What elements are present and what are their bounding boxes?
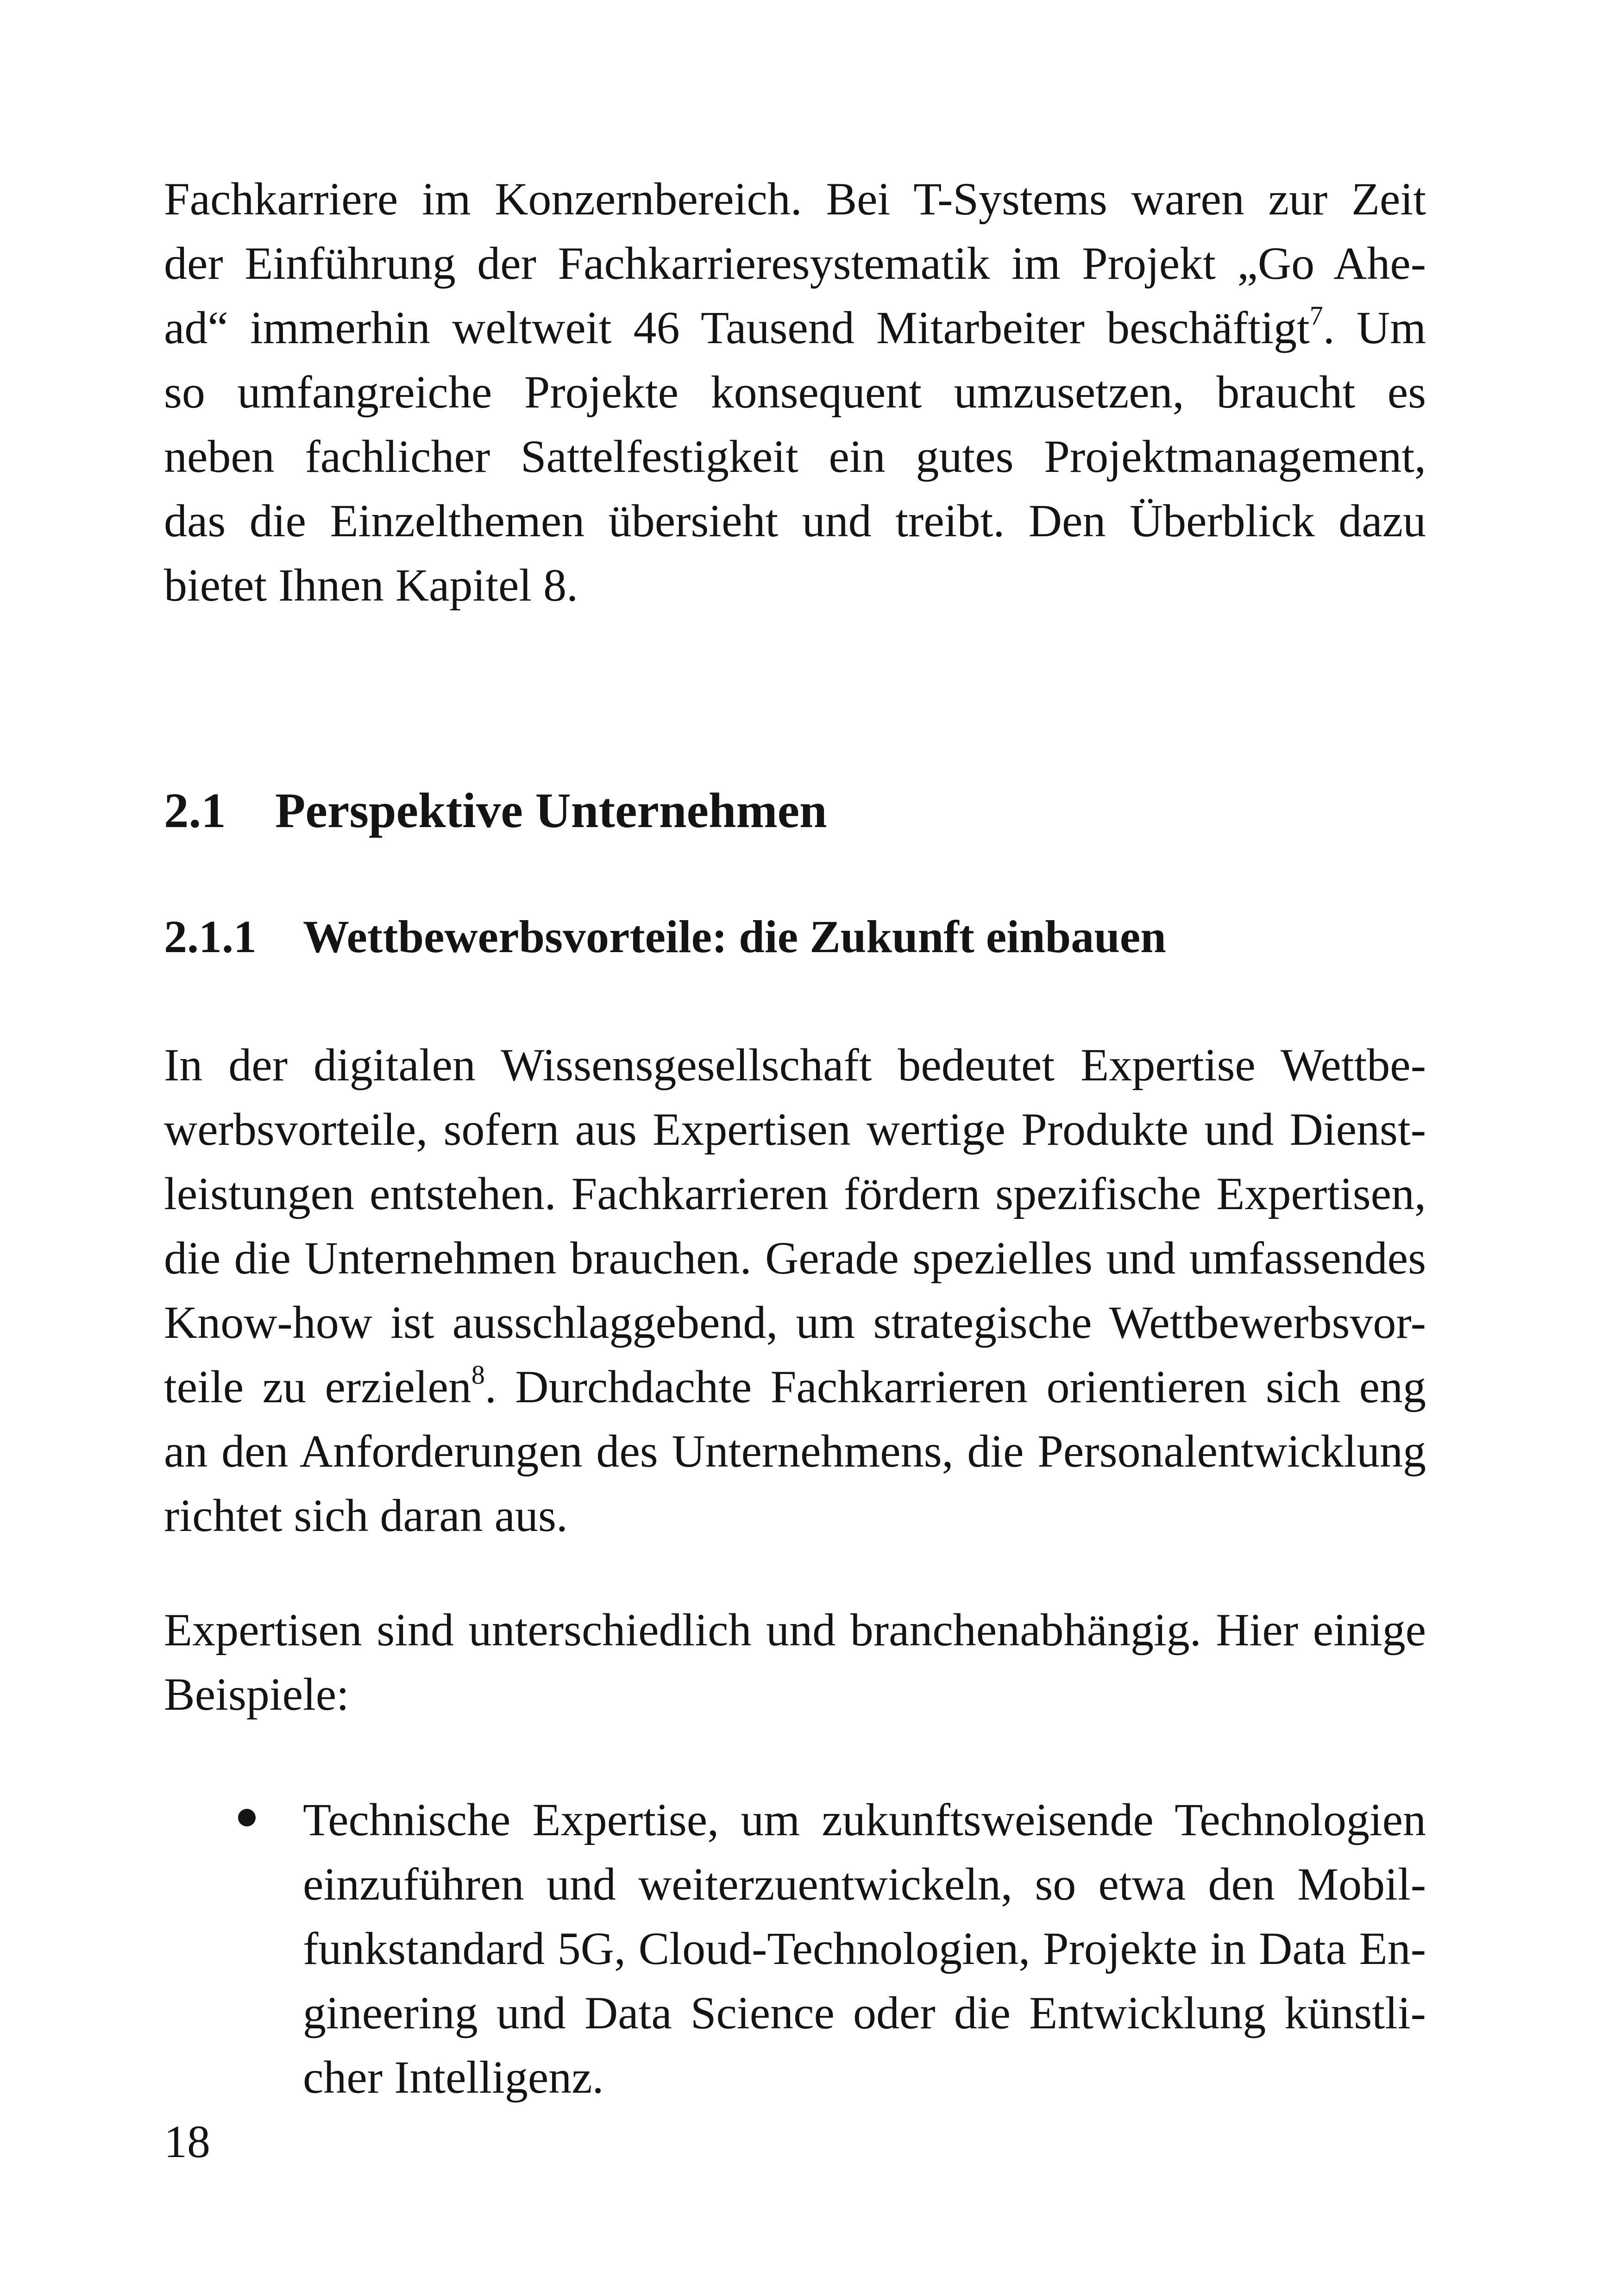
- subsection-number: 2.1.1: [164, 911, 257, 962]
- footnote-ref: 8: [471, 1359, 485, 1390]
- bullet-icon: [238, 1809, 256, 1826]
- body-paragraph: [164, 1033, 1426, 1548]
- section-title: Perspektive Unternehmen: [275, 784, 827, 838]
- text-line: der Einführung der Fachkarrieresystematik im Projekt „Go Ahe-: [164, 238, 1426, 289]
- text-line: an den Anforderungen des Unternehmens, die Personalentwicklung: [164, 1425, 1426, 1477]
- text-line-end: . Um: [1323, 302, 1426, 353]
- text-line-start: ad“ immerhin weltweit 46 Tausend Mitarbeiter beschäftigt: [164, 302, 1310, 353]
- text-line: bietet Ihnen Kapitel 8.: [164, 559, 578, 611]
- text-line: cher Intelligenz.: [303, 2051, 604, 2103]
- text-line: die die Unternehmen brauchen. Gerade spezielles und umfassendes: [164, 1232, 1426, 1284]
- section-heading: [164, 783, 827, 840]
- text-line-end: . Durchdachte Fachkarrieren orientieren sich eng: [484, 1361, 1426, 1412]
- body-paragraph: [164, 1598, 1426, 1726]
- text-line: einzuführen und weiterzuentwickeln, so etwa den Mobil-: [303, 1858, 1426, 1910]
- subsection-title: Wettbewerbsvorteile: die Zukunft einbauen: [303, 911, 1166, 962]
- text-line-with-footnote: [164, 295, 1426, 360]
- text-line: Know-how ist ausschlaggebend, um strategische Wettbewerbsvor-: [164, 1297, 1426, 1348]
- list-item: [164, 1788, 1426, 2109]
- text-line: Fachkarriere im Konzernbereich. Bei T-Systems waren zur Zeit: [164, 173, 1426, 225]
- text-line-start: teile zu erzielen: [164, 1361, 471, 1412]
- text-line: leistungen entstehen. Fachkarrieren fördern spezifische Expertisen,: [164, 1168, 1426, 1219]
- bullet-list: [164, 1788, 1426, 2109]
- footnote-ref: 7: [1309, 300, 1323, 331]
- text-line: In der digitalen Wissensgesellschaft bedeutet Expertise Wettbe-: [164, 1039, 1426, 1091]
- text-line: funkstandard 5G, Cloud-Technologien, Projekte in Data En-: [303, 1923, 1426, 1974]
- text-line: richtet sich daran aus.: [164, 1490, 568, 1541]
- text-line: Expertisen sind unterschiedlich und branchenabhängig. Hier einige: [164, 1604, 1426, 1656]
- subsection-heading: [164, 910, 1166, 963]
- text-line-with-footnote: [164, 1355, 1426, 1419]
- text-line: das die Einzelthemen übersieht und treibt. Den Überblick dazu: [164, 495, 1426, 546]
- intro-paragraph: [164, 167, 1426, 617]
- text-line: neben fachlicher Sattelfestigkeit ein gutes Projektmanagement,: [164, 431, 1426, 482]
- section-number: 2.1: [164, 784, 226, 838]
- text-line: gineering und Data Science oder die Entwicklung künstli-: [303, 1987, 1426, 2039]
- text-line: Technische Expertise, um zukunftsweisende Technologien: [303, 1794, 1426, 1845]
- page-number: 18: [164, 2116, 210, 2167]
- text-line: werbsvorteile, sofern aus Expertisen wertige Produkte und Dienst-: [164, 1104, 1426, 1155]
- text-line: so umfangreiche Projekte konsequent umzusetzen, braucht es: [164, 366, 1426, 418]
- text-line: Beispiele:: [164, 1669, 349, 1720]
